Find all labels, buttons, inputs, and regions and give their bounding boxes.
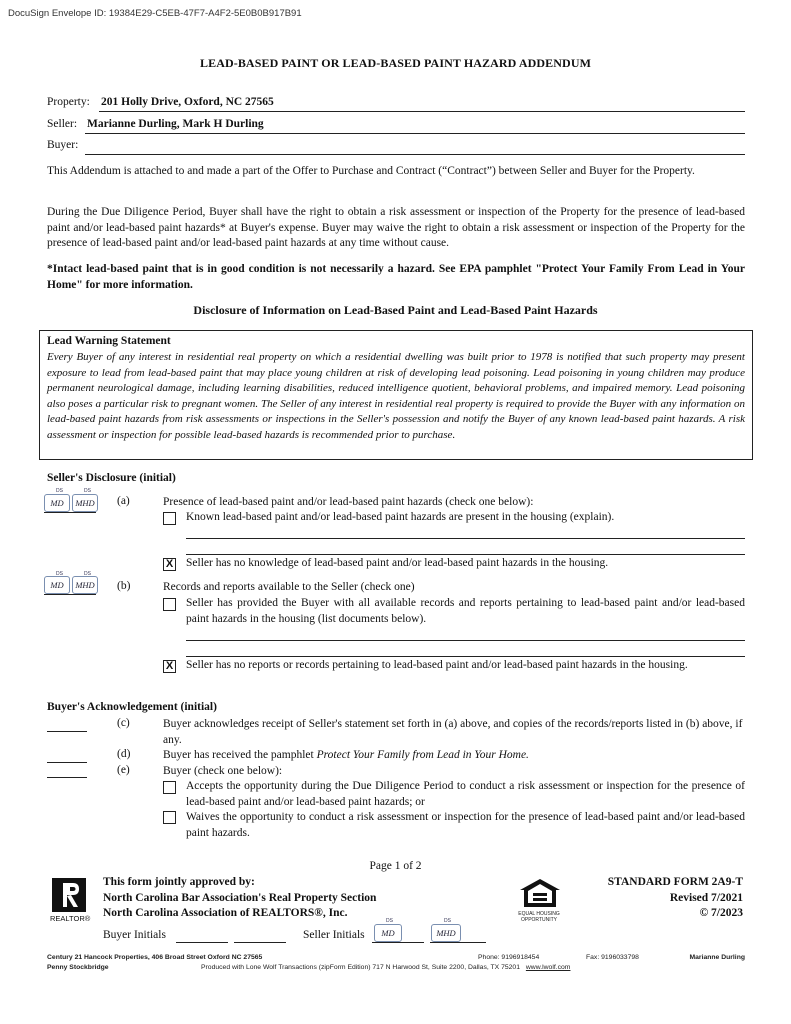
documents-line-1[interactable] (186, 640, 745, 641)
explain-line-1[interactable] (186, 538, 745, 539)
buyer-initials-line-1[interactable] (176, 942, 228, 943)
seller-initial-a-1[interactable]: MD (44, 494, 70, 512)
addendum-intro: This Addendum is attached to and made a part of the Offer to Purchase and Contract (“Contract”) between Seller and Buyer for the Property. (47, 165, 695, 177)
intact-paint-note: *Intact lead-based paint that is in good condition is not necessarily a hazard. See EPA pamphlet "Protect Your Family From Lead in Your Home" for more information. (47, 263, 745, 291)
nc-realtors-association: North Carolina Association of REALTORS®, Inc. (103, 907, 348, 919)
agent-name: Penny Stockbridge (47, 964, 109, 971)
due-diligence-paragraph: During the Due Diligence Period, Buyer shall have the right to obtain a risk assessment or inspection of the Property for the presence of lead-based paint and/or lead-based paint hazards* at Buyer's expense. Buyer may waive the right to obtain a risk assessment or inspection of the Property for the presence of lead-based paint and/or lead-based paint hazards at any time without cause. (47, 206, 745, 249)
disclosure-heading: Disclosure of Information on Lead-Based Paint and Lead-Based Paint Hazards (193, 303, 598, 317)
buyer-acknowledgement-heading: Buyer's Acknowledgement (initial) (47, 701, 217, 713)
documents-line-2[interactable] (186, 656, 745, 657)
item-c-letter: (c) (117, 717, 130, 729)
item-b-text: Records and reports available to the Seller (check one) (163, 581, 415, 593)
item-e-text: Buyer (check one below): (163, 765, 283, 777)
item-a-letter: (a) (117, 495, 130, 507)
buyer-initial-c-line[interactable] (47, 731, 87, 732)
produced-with (201, 964, 570, 971)
waive-inspection-checkbox[interactable] (163, 811, 176, 824)
seller-initials-line-2 (430, 942, 486, 943)
property-underline (99, 111, 745, 112)
document-name: Marianne Durling (689, 954, 745, 961)
pamphlet-title: Protect Your Family from Lead in Your Home. (316, 749, 529, 761)
nc-bar-association: North Carolina Bar Association's Real Property Section (103, 892, 377, 904)
item-c-text: Buyer acknowledges receipt of Seller's statement set forth in (a) above, and copies of the records/reports listed in (b) above, if any. (163, 718, 743, 746)
seller-initials-label: Seller Initials (303, 929, 365, 941)
docusign-tag: DS (84, 488, 91, 494)
seller-initial-b-2[interactable]: MHD (72, 576, 98, 594)
buyer-initial-e-line[interactable] (47, 777, 87, 778)
property-label: Property: (47, 96, 90, 108)
records-provided-checkbox[interactable] (163, 598, 176, 611)
seller-value: Marianne Durling, Mark H Durling (87, 118, 264, 130)
seller-initial-b-1[interactable]: MD (44, 576, 70, 594)
accept-inspection-checkbox[interactable] (163, 781, 176, 794)
property-value: 201 Holly Drive, Oxford, NC 27565 (101, 96, 274, 108)
docusign-tag: DS (56, 488, 63, 494)
item-b-letter: (b) (117, 580, 131, 592)
envelope-id: DocuSign Envelope ID: 19384E29-C5EB-47F7-A4F2-5E0B0B917B91 (8, 8, 302, 19)
initial-line (44, 594, 96, 595)
item-d-letter: (d) (117, 748, 131, 760)
footer-seller-initial-1[interactable]: MD (374, 924, 402, 942)
approved-by-line: This form jointly approved by: (103, 876, 255, 888)
item-d-text (163, 748, 745, 764)
page-number: Page 1 of 2 (369, 860, 422, 872)
realtor-mark: REALTOR® (50, 914, 91, 923)
seller-disclosure-heading: Seller's Disclosure (initial) (47, 472, 176, 484)
waive-inspection-label: Waives the opportunity to conduct a risk assessment or inspection for the presence of lead-based paint and/or lead-based paint hazards. (186, 811, 745, 839)
copyright-date: © 7/2023 (699, 907, 743, 919)
lwolf-link[interactable]: www.lwolf.com (525, 964, 571, 971)
equal-housing-icon (517, 878, 563, 908)
buyer-label: Buyer: (47, 139, 79, 151)
buyer-underline (85, 154, 745, 155)
known-paint-label: Known lead-based paint and/or lead-based paint hazards are present in the housing (explain). (186, 511, 615, 523)
buyer-initials-line-2[interactable] (234, 942, 286, 943)
lead-warning-text: Every Buyer of any interest in residential real property on which a residential dwelling was built prior to 1978 is notified that such property may present exposure to lead from lead-based paint that may place young children at risk of developing lead poisoning. Lead poisoning in young children may produce permanent neurological damage, including learning disabilities, reduced intelligence quotient, behavioral problems, and impaired memory. Lead poisoning also poses a particular risk to pregnant women. The Seller of any interest in residential real property is required to provide the Buyer with any information on lead-based paint hazards from risk assessments or inspections in the Seller's possession and notify the Buyer of any known lead-based paint hazards. A risk assessment or inspection for possible lead-based hazards is recommended prior to purchase. (47, 351, 745, 441)
standard-form-number: STANDARD FORM 2A9-T (607, 876, 743, 888)
item-d-text-main: Buyer has received the pamphlet (163, 749, 317, 761)
item-a-text: Presence of lead-based paint and/or lead-based paint hazards (check one below): (163, 496, 534, 508)
no-knowledge-checkbox[interactable]: X (163, 558, 176, 571)
accept-inspection-label: Accepts the opportunity during the Due Diligence Period to conduct a risk assessment or inspection for the presence of lead-based paint and/or lead-based paint hazards; or (186, 780, 745, 808)
buyer-initial-d-line[interactable] (47, 762, 87, 763)
footer-seller-initial-2[interactable]: MHD (431, 924, 461, 942)
office-fax: Fax: 9196033798 (586, 954, 639, 961)
known-paint-checkbox[interactable] (163, 512, 176, 525)
document-title: LEAD-BASED PAINT OR LEAD-BASED PAINT HAZARD ADDENDUM (199, 56, 592, 70)
docusign-tag: DS (386, 918, 393, 924)
no-records-checkbox[interactable]: X (163, 660, 176, 673)
no-knowledge-label: Seller has no knowledge of lead-based paint and/or lead-based paint hazards in the housing. (186, 557, 609, 569)
office-phone: Phone: 9196918454 (478, 954, 540, 961)
seller-field[interactable] (47, 118, 745, 134)
docusign-tag: DS (84, 571, 91, 577)
property-field[interactable] (47, 96, 745, 112)
explain-line-2[interactable] (186, 554, 745, 555)
seller-initial-a-2[interactable]: MHD (72, 494, 98, 512)
revised-date: Revised 7/2021 (669, 892, 743, 904)
seller-underline (85, 133, 745, 134)
realtor-logo-icon (52, 878, 86, 912)
docusign-tag: DS (56, 571, 63, 577)
seller-initials-line-1 (372, 942, 424, 943)
equal-housing-text: EQUAL HOUSING OPPORTUNITY (518, 911, 560, 923)
produced-with-text: Produced with Lone Wolf Transactions (zipForm Edition) 717 N Harwood St, Suite 2200, Dallas, TX 75201 (201, 964, 520, 971)
initial-line (44, 512, 96, 513)
buyer-initials-label: Buyer Initials (103, 929, 166, 941)
lead-warning-title: Lead Warning Statement (47, 335, 171, 347)
office-address: Century 21 Hancock Properties, 406 Broad Street Oxford NC 27565 (47, 954, 263, 961)
docusign-tag: DS (444, 918, 451, 924)
no-records-label: Seller has no reports or records pertaining to lead-based paint and/or lead-based paint hazards in the housing. (186, 659, 688, 671)
item-e-letter: (e) (117, 764, 130, 776)
buyer-field[interactable] (47, 139, 745, 155)
records-provided-label: Seller has provided the Buyer with all available records and reports pertaining to lead-based paint and/or lead-based paint hazards in the housing (list documents below). (186, 597, 745, 625)
seller-label: Seller: (47, 118, 78, 130)
